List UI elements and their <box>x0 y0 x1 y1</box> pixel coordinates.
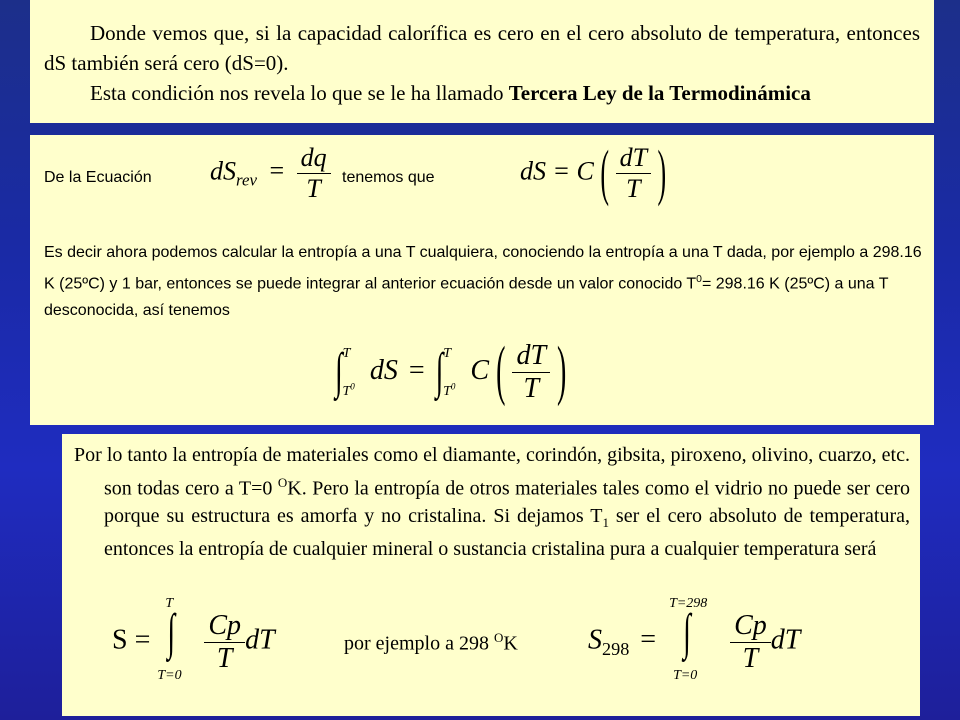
paragraph-heat-capacity: Donde vemos que, si la capacidad calorífica es cero en el cero absoluto de temperatura, entonces dS también será cero (dS=0). <box>44 21 920 75</box>
equation-s298-integral: $S_{298}$ = T=298 ∫ T=0 $\frac{Cp}{T}$ dT <box>588 596 801 683</box>
label-tenemos-que: tenemos que <box>342 169 435 186</box>
conclusion-panel <box>62 434 920 716</box>
equation-dsrev: $dS_{rev}$ = $\frac{dq}{T}$ <box>210 143 331 204</box>
paragraph-third-law <box>44 78 920 108</box>
top-text-panel <box>30 0 934 123</box>
equation-panel <box>30 135 934 425</box>
paragraph-third-law-materials: Por lo tanto la entropía de materiales como el diamante, corindón, gibsita, piroxeno, olivino, cuarzo, etc. son todas cero a T=0 $^O$K. Pero la entropía de otros materiales tales como el vidrio no puede ser cero porque su estructura es amorfa y no cristalina. Si dejamos $T_1$ ser el cero absoluto de temperatura, entonces la entropía de cualquier mineral o sustancia cristalina pura a cualquier temperatura será <box>74 444 910 560</box>
third-law-lead: Esta condición nos revela lo que se le ha llamado <box>90 81 509 105</box>
third-law-title: Tercera Ley de la Termodinámica <box>508 81 811 105</box>
label-de-la-ecuacion: De la Ecuación <box>44 169 152 186</box>
equation-ds-c: dS = C ( $\frac{dT}{T}$ ) <box>520 137 667 208</box>
example-298k-label: por ejemplo a 298 $^O$K <box>344 630 518 655</box>
equation-s-integral: S = T ∫ T=0 $\frac{Cp}{T}$ dT <box>112 596 275 683</box>
paragraph-entropy-integration: Es decir ahora podemos calcular la entropía a una T cualquiera, conociendo la entropía a una T dada, por ejemplo a 298.16 K (25ºC) y 1 bar, entonces se puede integrar al anterior ecuación desde un valor conocido $T^0= 298.16$ K (25ºC) a una T desconocida, así tenemos <box>44 244 922 320</box>
equation-integral-ds: ∫$^T_{T^0}$ dS = ∫$^T_{T^0}$ C ( $\frac{dT}{T}$ ) <box>335 334 567 409</box>
